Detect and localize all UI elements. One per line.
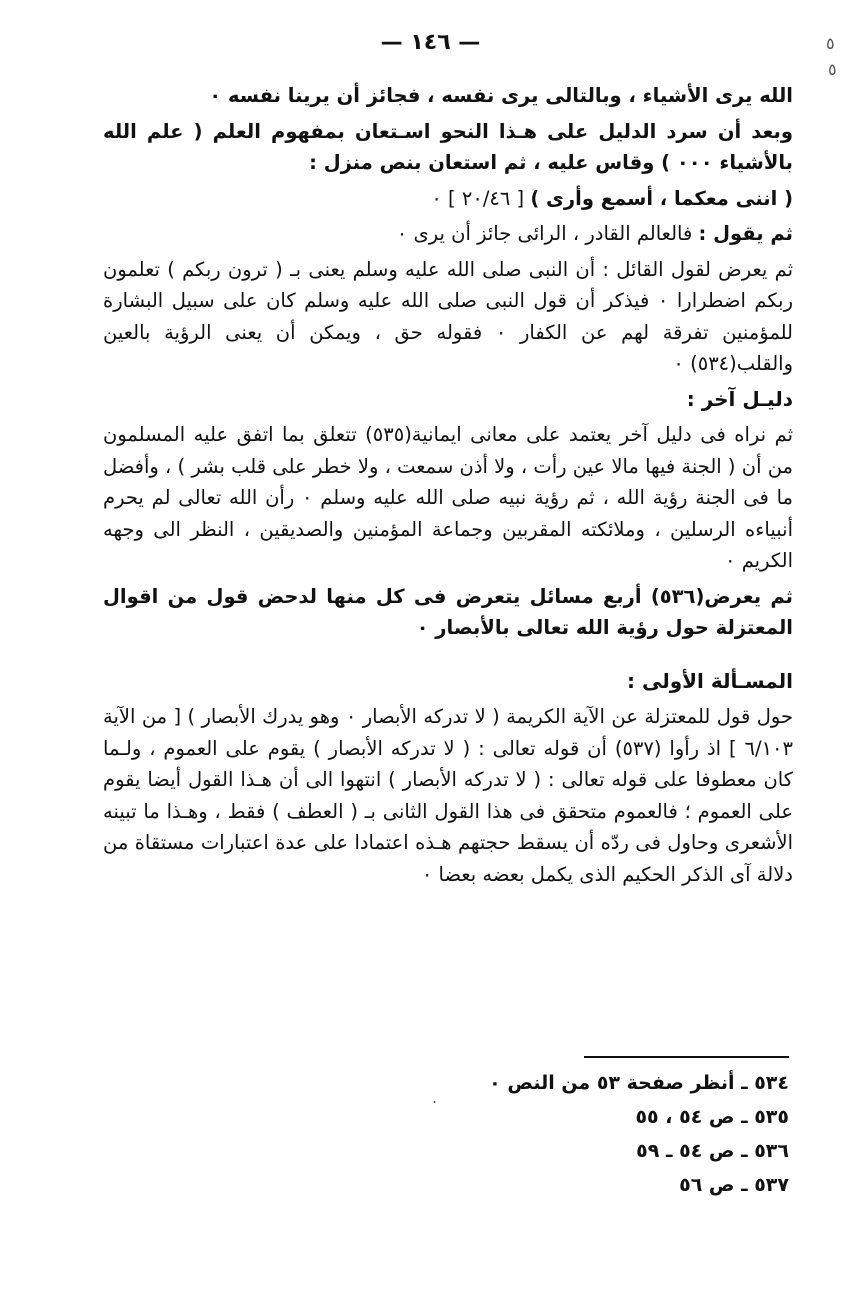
paragraph-text: اسـتعان بمفهوم العلم ( علم الله بالأشياء ٠٠٠ ) وقاس عليه ، ثم استعان بنص منزل : bbox=[103, 119, 793, 174]
main-text bbox=[103, 80, 793, 890]
paragraph bbox=[103, 254, 793, 380]
paragraph-text: ثم يعرض(٥٣٦) أربع مسائل يتعرض فى كل منها لدحض قول من اقوال المعتزلة حول رؤية الله تعالى بالأبصار ٠ bbox=[103, 584, 793, 639]
quote-reference: [ ٢٠/٤٦ ] ٠ bbox=[431, 186, 531, 210]
margin-mark: ٥ bbox=[826, 34, 835, 53]
footnote: ٥٣٧ ـ ص ٥٦ bbox=[679, 1174, 789, 1196]
paragraph bbox=[103, 701, 793, 890]
footnotes bbox=[389, 1066, 789, 1202]
paragraph bbox=[103, 116, 793, 179]
paragraph-text: فالعالم القادر ، الرائى جائز أن يرى ٠ bbox=[396, 222, 699, 245]
footnote: ٥٣٦ ـ ص ٥٤ ـ ٥٩ bbox=[636, 1140, 789, 1162]
paragraph-text: الله يرى الأشياء ، وبالتالى يرى نفسه ، فجائز أن يرينا نفسه ٠ bbox=[209, 84, 793, 107]
section-heading: المسـألة الأولى : bbox=[627, 668, 793, 693]
quote-text: ( اننى معكما ، أسمع وأرى ) bbox=[530, 186, 793, 210]
paragraph bbox=[103, 183, 793, 215]
footnote: ٥٣٥ ـ ص ٥٤ ، ٥٥ bbox=[635, 1106, 789, 1128]
paragraph bbox=[103, 218, 793, 250]
footnote-divider bbox=[584, 1056, 789, 1058]
margin-mark: . bbox=[432, 1088, 438, 1107]
paragraph bbox=[103, 581, 793, 644]
page-number: — ١٤٦ — bbox=[380, 30, 481, 55]
paragraph-lead: وبعد أن سرد الدليل على هـذا النحو bbox=[440, 119, 793, 143]
margin-mark: ٥ bbox=[828, 60, 837, 79]
paragraph-text: ثم نراه فى دليل آخر يعتمد على معانى ايمانية(٥٣٥) تتعلق بما اتفق عليه المسلمون من أن ( الجنة فيها مالا عين رأت ، ولا أذن سمعت ، ولا خطر على قلب بشر ) ، وأفضل ما فى الجنة رؤية الله ، ثم رؤية نبيه صلى الله عليه وسلم ٠ رأن الله تعالى لم يحرم أنبياءه الرسلين ، وملائكته المقربين وجماعة المؤمنين والصديقين ، النظر الى وجهه الكريم ٠ bbox=[103, 423, 794, 572]
paragraph-text: ثم يعرض لقول القائل : أن النبى صلى الله عليه وسلم يعنى بـ ( ترون ربكم ) تعلمون ربكم اضطرارا ٠ فيذكر أن قول النبى صلى الله عليه وسلم كان على سبيل البشارة للمؤمنين تفرقة لهم عن الكفار ٠ فقوله حق ، ويمكن أن يعنى الرؤية بالعين والقلب(٥٣٤) ٠ bbox=[103, 257, 793, 375]
paragraph bbox=[103, 419, 793, 577]
paragraph bbox=[103, 80, 793, 112]
section-heading: دليـل آخر : bbox=[686, 386, 793, 411]
footnote: ٥٣٤ ـ أنظر صفحة ٥٣ من النص ٠ bbox=[489, 1072, 789, 1094]
paragraph-lead: ثم يقول : bbox=[698, 222, 793, 245]
paragraph-text: حول قول للمعتزلة عن الآية الكريمة ( لا تدركه الأبصار ٠ وهو يدرك الأبصار ) [ من الآية ٦/١٠٣ ] اذ رأوا (٥٣٧) أن قوله تعالى : ( لا تدركه الأبصار ) يقوم على العموم ، ولـما كان معطوفا على قوله تعالى : ( لا تدركه الأبصار ) انتهوا الى أن هـذا القول أيضا يقوم على العموم ؛ فالعموم متحقق فى هذا القول الثانى بـ ( العطف ) فقط ، وهـذا ما تبينه الأشعرى وحاول فى ردّه أن يسقط حجتهم هـذه اعتمادا على عدة اعتبارات مستقاة من دلالة آى الذكر الحكيم الذى يكمل بعضه بعضا ٠ bbox=[103, 705, 793, 886]
